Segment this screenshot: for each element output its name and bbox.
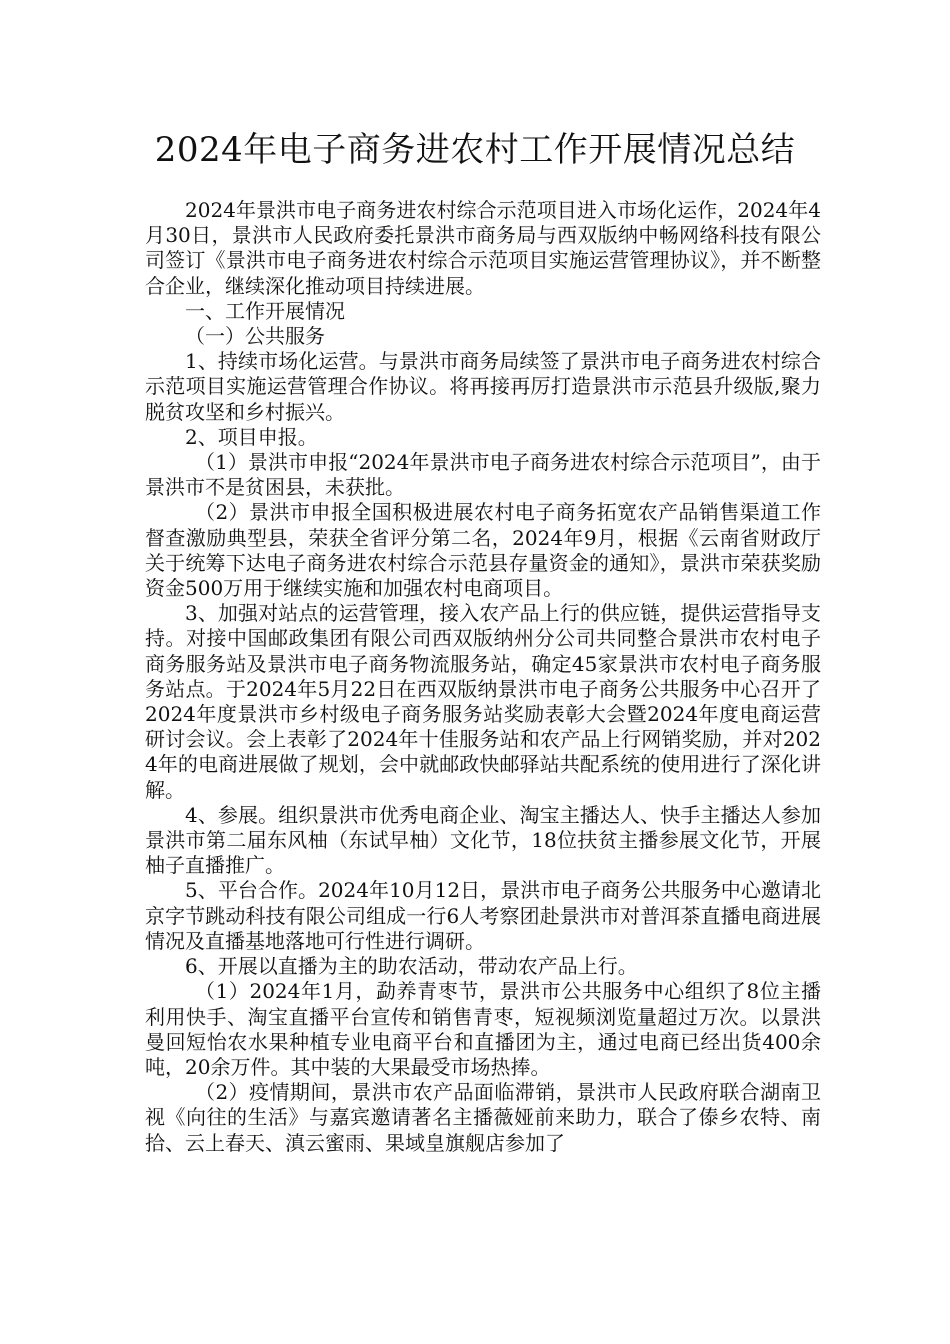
section-heading-work-status: 一、工作开展情况 xyxy=(185,298,345,323)
document-title: 2024年电子商务进农村工作开展情况总结 xyxy=(154,130,796,170)
paragraph-item-6-2: （2）疫情期间，景洪市农产品面临滞销，景洪市人民政府联合湖南卫视《向往的生活》与嘉宾邀请著名主播薇娅前来助力，联合了傣乡农特、南拾、云上春天、滇云蜜雨、果域皇旗舰店参加了 xyxy=(145,1080,821,1155)
paragraph-item-2-1: （1）景洪市申报“2024年景洪市电子商务进农村综合示范项目”，由于景洪市不是贫困县，未获批。 xyxy=(145,450,821,500)
paragraph-item-6-1: （1）2024年1月，勐养青枣节，景洪市公共服务中心组织了8位主播利用快手、淘宝直播平台宣传和销售青枣，短视频浏览量超过万次。以景洪曼回短怡农水果种植专业电商平台和直播团为主，通过电商已经出货400余吨，20余万件。其中装的大果最受市场热捧。 xyxy=(145,979,821,1079)
paragraph-item-2-2: （2）景洪市申报全国积极进展农村电子商务拓宽农产品销售渠道工作督查激励典型县，荣获全省评分第二名，2024年9月，根据《云南省财政厅关于统筹下达电子商务进农村综合示范县存量资金的通知》，景洪市荣获奖励资金500万用于继续实施和加强农村电商项目。 xyxy=(145,500,821,601)
paragraph-item-4: 4、参展。组织景洪市优秀电商企业、淘宝主播达人、快手主播达人参加景洪市第二届东风柚（东试早柚）文化节，18位扶贫主播参展文化节，开展柚子直播推广。 xyxy=(145,802,821,878)
document-body xyxy=(145,198,821,1156)
paragraph-item-2: 2、项目申报。 xyxy=(185,424,318,449)
paragraph-item-1: 1、持续市场化运营。与景洪市商务局续签了景洪市电子商务进农村综合示范项目实施运营管理合作协议。将再接再厉打造景洪市示范县升级版,聚力脱贫攻坚和乡村振兴。 xyxy=(145,349,821,424)
intro-paragraph: 2024年景洪市电子商务进农村综合示范项目进入市场化运作，2024年4月30日，景洪市人民政府委托景洪市商务局与西双版纳中畅网络科技有限公司签订《景洪市电子商务进农村综合示范项目实施运营管理协议》，并不断整合企业，继续深化推动项目持续进展。 xyxy=(145,198,821,298)
paragraph-item-6: 6、开展以直播为主的助农活动，带动农产品上行。 xyxy=(185,954,638,979)
paragraph-item-3: 3、加强对站点的运营管理，接入农产品上行的供应链，提供运营指导支持。对接中国邮政集团有限公司西双版纳州分公司共同整合景洪市农村电子商务服务站及景洪市电子商务物流服务站，确定45家景洪市农村电子商务服务站点。于2024年5月22日在西双版纳景洪市电子商务公共服务中心召开了2024年度景洪市乡村级电子商务服务站奖励表彰大会暨2024年度电商运营研讨会议。会上表彰了2024年十佳服务站和农产品上行网销奖励，并对2024年的电商进展做了规划，会中就邮政快邮驿站共配系统的使用进行了深化讲解。 xyxy=(145,601,821,802)
paragraph-item-5: 5、平台合作。2024年10月12日，景洪市电子商务公共服务中心邀请北京字节跳动科技有限公司组成一行6人考察团赴景洪市对普洱茶直播电商进展情况及直播基地落地可行性进行调研。 xyxy=(145,878,821,953)
subsection-heading-public-service: （一）公共服务 xyxy=(185,324,325,349)
